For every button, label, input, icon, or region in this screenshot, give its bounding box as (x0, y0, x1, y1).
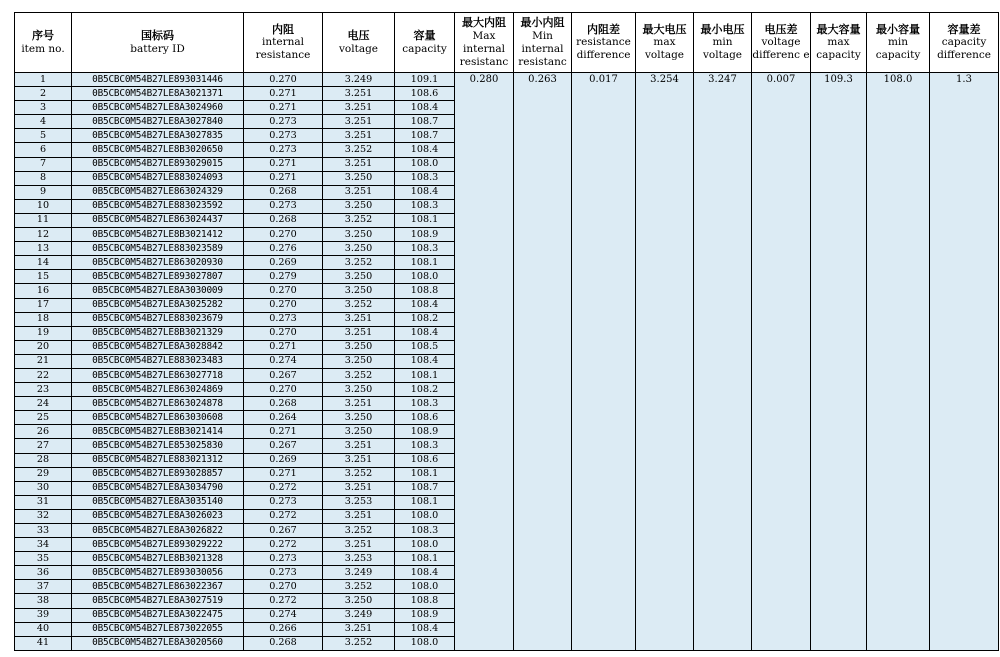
cell-capacity: 108.3 (395, 524, 455, 538)
cell-resistance: 0.271 (244, 157, 323, 171)
cell-voltage: 3.250 (323, 171, 395, 185)
cell-resistance: 0.271 (244, 340, 323, 354)
cell-resistance: 0.270 (244, 228, 323, 242)
cell-item-no: 30 (15, 481, 72, 495)
cell-resistance: 0.268 (244, 397, 323, 411)
cell-capacity: 108.5 (395, 340, 455, 354)
cell-item-no: 18 (15, 312, 72, 326)
cell-battery-id: 0B5CBC0M54B27LE8A3026023 (72, 509, 244, 523)
cell-item-no: 15 (15, 270, 72, 284)
cell-voltage: 3.250 (323, 270, 395, 284)
cell-item-no: 11 (15, 213, 72, 227)
cell-capacity: 108.0 (395, 509, 455, 523)
cell-battery-id: 0B5CBC0M54B27LE883024093 (72, 171, 244, 185)
cell-battery-id: 0B5CBC0M54B27LE873022055 (72, 622, 244, 636)
cell-voltage: 3.251 (323, 397, 395, 411)
cell-item-no: 13 (15, 242, 72, 256)
cell-resistance: 0.271 (244, 425, 323, 439)
cell-item-no: 34 (15, 538, 72, 552)
cell-battery-id: 0B5CBC0M54B27LE883023679 (72, 312, 244, 326)
cell-capacity: 108.9 (395, 228, 455, 242)
cell-battery-id: 0B5CBC0M54B27LE893029015 (72, 157, 244, 171)
cell-battery-id: 0B5CBC0M54B27LE8A3024960 (72, 101, 244, 115)
cell-capacity: 108.1 (395, 213, 455, 227)
cell-voltage: 3.250 (323, 284, 395, 298)
cell-battery-id: 0B5CBC0M54B27LE8A3034790 (72, 481, 244, 495)
cell-item-no: 14 (15, 256, 72, 270)
summary-max-resistance: 0.280 (455, 73, 514, 651)
cell-resistance: 0.270 (244, 383, 323, 397)
cell-resistance: 0.273 (244, 199, 323, 213)
cell-battery-id: 0B5CBC0M54B27LE863030608 (72, 411, 244, 425)
cell-battery-id: 0B5CBC0M54B27LE8A3026822 (72, 524, 244, 538)
table-body (15, 73, 999, 651)
cell-voltage: 3.251 (323, 439, 395, 453)
cell-resistance: 0.279 (244, 270, 323, 284)
header-battery-id: 国标码 battery ID (72, 13, 244, 73)
header-min-resistance: 最小内阻 Min internal resistanc (514, 13, 572, 73)
cell-voltage: 3.250 (323, 199, 395, 213)
cell-battery-id: 0B5CBC0M54B27LE863027718 (72, 368, 244, 382)
cell-battery-id: 0B5CBC0M54B27LE893027807 (72, 270, 244, 284)
cell-battery-id: 0B5CBC0M54B27LE893029222 (72, 538, 244, 552)
cell-capacity: 108.9 (395, 608, 455, 622)
cell-battery-id: 0B5CBC0M54B27LE8A3021371 (72, 87, 244, 101)
cell-voltage: 3.249 (323, 566, 395, 580)
cell-voltage: 3.252 (323, 256, 395, 270)
cell-voltage: 3.252 (323, 213, 395, 227)
cell-resistance: 0.276 (244, 242, 323, 256)
cell-voltage: 3.249 (323, 73, 395, 87)
cell-battery-id: 0B5CBC0M54B27LE8A3020560 (72, 636, 244, 650)
header-capacity: 容量 capacity (395, 13, 455, 73)
cell-capacity: 108.0 (395, 157, 455, 171)
cell-item-no: 28 (15, 453, 72, 467)
summary-min-resistance: 0.263 (514, 73, 572, 651)
header-min-voltage: 最小电压 min voltage (694, 13, 752, 73)
cell-voltage: 3.252 (323, 636, 395, 650)
cell-resistance: 0.273 (244, 566, 323, 580)
cell-voltage: 3.251 (323, 538, 395, 552)
cell-item-no: 17 (15, 298, 72, 312)
cell-item-no: 41 (15, 636, 72, 650)
cell-resistance: 0.273 (244, 495, 323, 509)
cell-capacity: 108.1 (395, 368, 455, 382)
cell-battery-id: 0B5CBC0M54B27LE893028857 (72, 467, 244, 481)
cell-battery-id: 0B5CBC0M54B27LE893031446 (72, 73, 244, 87)
cell-voltage: 3.251 (323, 481, 395, 495)
header-min-capacity: 最小容量 min capacity (867, 13, 930, 73)
cell-voltage: 3.250 (323, 383, 395, 397)
cell-item-no: 5 (15, 129, 72, 143)
header-max-voltage: 最大电压 max voltage (636, 13, 694, 73)
cell-voltage: 3.250 (323, 411, 395, 425)
cell-item-no: 31 (15, 495, 72, 509)
cell-capacity: 108.3 (395, 199, 455, 213)
cell-battery-id: 0B5CBC0M54B27LE863024437 (72, 213, 244, 227)
cell-item-no: 10 (15, 199, 72, 213)
cell-battery-id: 0B5CBC0M54B27LE863024869 (72, 383, 244, 397)
cell-capacity: 108.2 (395, 312, 455, 326)
cell-resistance: 0.273 (244, 115, 323, 129)
cell-capacity: 108.0 (395, 580, 455, 594)
cell-capacity: 108.1 (395, 495, 455, 509)
cell-item-no: 3 (15, 101, 72, 115)
summary-voltage-difference: 0.007 (752, 73, 811, 651)
cell-item-no: 29 (15, 467, 72, 481)
cell-capacity: 108.4 (395, 566, 455, 580)
cell-voltage: 3.253 (323, 552, 395, 566)
cell-voltage: 3.250 (323, 594, 395, 608)
cell-resistance: 0.273 (244, 129, 323, 143)
cell-capacity: 108.6 (395, 453, 455, 467)
cell-voltage: 3.252 (323, 368, 395, 382)
cell-item-no: 23 (15, 383, 72, 397)
cell-voltage: 3.250 (323, 340, 395, 354)
cell-item-no: 7 (15, 157, 72, 171)
cell-capacity: 108.1 (395, 256, 455, 270)
cell-resistance: 0.273 (244, 143, 323, 157)
cell-capacity: 108.2 (395, 383, 455, 397)
cell-voltage: 3.250 (323, 425, 395, 439)
cell-resistance: 0.266 (244, 622, 323, 636)
cell-voltage: 3.251 (323, 622, 395, 636)
cell-resistance: 0.273 (244, 312, 323, 326)
cell-capacity: 108.8 (395, 284, 455, 298)
header-max-resistance: 最大内阻 Max internal resistanc (455, 13, 514, 73)
cell-resistance: 0.264 (244, 411, 323, 425)
cell-resistance: 0.270 (244, 326, 323, 340)
cell-voltage: 3.250 (323, 354, 395, 368)
summary-min-capacity: 108.0 (867, 73, 930, 651)
cell-capacity: 108.0 (395, 270, 455, 284)
cell-voltage: 3.251 (323, 509, 395, 523)
cell-voltage: 3.251 (323, 453, 395, 467)
summary-resistance-difference: 0.017 (572, 73, 636, 651)
cell-voltage: 3.250 (323, 242, 395, 256)
cell-battery-id: 0B5CBC0M54B27LE863022367 (72, 580, 244, 594)
cell-resistance: 0.272 (244, 538, 323, 552)
cell-voltage: 3.251 (323, 312, 395, 326)
cell-voltage: 3.252 (323, 298, 395, 312)
cell-item-no: 1 (15, 73, 72, 87)
cell-item-no: 38 (15, 594, 72, 608)
cell-battery-id: 0B5CBC0M54B27LE8A3035140 (72, 495, 244, 509)
cell-battery-id: 0B5CBC0M54B27LE8A3022475 (72, 608, 244, 622)
cell-voltage: 3.252 (323, 467, 395, 481)
cell-battery-id: 0B5CBC0M54B27LE893030056 (72, 566, 244, 580)
cell-voltage: 3.250 (323, 228, 395, 242)
cell-battery-id: 0B5CBC0M54B27LE8B3021414 (72, 425, 244, 439)
cell-battery-id: 0B5CBC0M54B27LE883021312 (72, 453, 244, 467)
cell-resistance: 0.267 (244, 524, 323, 538)
cell-item-no: 12 (15, 228, 72, 242)
cell-resistance: 0.268 (244, 636, 323, 650)
table-row (15, 73, 999, 87)
cell-voltage: 3.251 (323, 129, 395, 143)
cell-resistance: 0.273 (244, 552, 323, 566)
cell-resistance: 0.270 (244, 284, 323, 298)
cell-voltage: 3.251 (323, 185, 395, 199)
cell-voltage: 3.251 (323, 326, 395, 340)
cell-item-no: 33 (15, 524, 72, 538)
cell-item-no: 6 (15, 143, 72, 157)
cell-item-no: 20 (15, 340, 72, 354)
cell-battery-id: 0B5CBC0M54B27LE883023483 (72, 354, 244, 368)
cell-voltage: 3.251 (323, 157, 395, 171)
cell-capacity: 108.7 (395, 115, 455, 129)
cell-battery-id: 0B5CBC0M54B27LE8A3030009 (72, 284, 244, 298)
cell-item-no: 21 (15, 354, 72, 368)
cell-battery-id: 0B5CBC0M54B27LE8B3021328 (72, 552, 244, 566)
cell-resistance: 0.268 (244, 185, 323, 199)
cell-battery-id: 0B5CBC0M54B27LE8A3027835 (72, 129, 244, 143)
cell-item-no: 24 (15, 397, 72, 411)
cell-battery-id: 0B5CBC0M54B27LE863024878 (72, 397, 244, 411)
cell-battery-id: 0B5CBC0M54B27LE863020930 (72, 256, 244, 270)
cell-item-no: 39 (15, 608, 72, 622)
cell-resistance: 0.271 (244, 171, 323, 185)
cell-resistance: 0.269 (244, 453, 323, 467)
cell-resistance: 0.274 (244, 608, 323, 622)
cell-item-no: 32 (15, 509, 72, 523)
cell-capacity: 108.4 (395, 354, 455, 368)
cell-battery-id: 0B5CBC0M54B27LE8B3021329 (72, 326, 244, 340)
cell-capacity: 108.3 (395, 242, 455, 256)
header-resistance-difference: 内阻差 resistance difference (572, 13, 636, 73)
cell-voltage: 3.253 (323, 495, 395, 509)
cell-battery-id: 0B5CBC0M54B27LE863024329 (72, 185, 244, 199)
cell-item-no: 2 (15, 87, 72, 101)
cell-item-no: 36 (15, 566, 72, 580)
cell-resistance: 0.272 (244, 594, 323, 608)
cell-voltage: 3.252 (323, 580, 395, 594)
cell-resistance: 0.271 (244, 467, 323, 481)
battery-data-table (14, 12, 999, 651)
cell-capacity: 109.1 (395, 73, 455, 87)
summary-max-voltage: 3.254 (636, 73, 694, 651)
cell-capacity: 108.0 (395, 636, 455, 650)
cell-resistance: 0.267 (244, 368, 323, 382)
cell-battery-id: 0B5CBC0M54B27LE883023592 (72, 199, 244, 213)
header-max-capacity: 最大容量 max capacity (811, 13, 867, 73)
cell-resistance: 0.271 (244, 87, 323, 101)
cell-voltage: 3.251 (323, 101, 395, 115)
header-row (15, 13, 999, 73)
header-voltage: 电压 voltage (323, 13, 395, 73)
cell-resistance: 0.270 (244, 73, 323, 87)
cell-item-no: 25 (15, 411, 72, 425)
cell-battery-id: 0B5CBC0M54B27LE8A3027840 (72, 115, 244, 129)
cell-capacity: 108.4 (395, 143, 455, 157)
cell-capacity: 108.7 (395, 481, 455, 495)
cell-voltage: 3.249 (323, 608, 395, 622)
cell-item-no: 22 (15, 368, 72, 382)
cell-battery-id: 0B5CBC0M54B27LE8A3027519 (72, 594, 244, 608)
cell-resistance: 0.272 (244, 509, 323, 523)
cell-capacity: 108.1 (395, 552, 455, 566)
cell-item-no: 16 (15, 284, 72, 298)
cell-item-no: 9 (15, 185, 72, 199)
cell-resistance: 0.270 (244, 298, 323, 312)
header-item-no: 序号 item no. (15, 13, 72, 73)
cell-battery-id: 0B5CBC0M54B27LE853025830 (72, 439, 244, 453)
cell-capacity: 108.0 (395, 538, 455, 552)
cell-capacity: 108.4 (395, 622, 455, 636)
cell-item-no: 37 (15, 580, 72, 594)
cell-battery-id: 0B5CBC0M54B27LE8B3020650 (72, 143, 244, 157)
cell-resistance: 0.272 (244, 481, 323, 495)
cell-capacity: 108.4 (395, 326, 455, 340)
header-internal-resistance: 内阻 internal resistance (244, 13, 323, 73)
cell-voltage: 3.252 (323, 524, 395, 538)
cell-item-no: 4 (15, 115, 72, 129)
cell-capacity: 108.3 (395, 397, 455, 411)
cell-item-no: 40 (15, 622, 72, 636)
cell-resistance: 0.267 (244, 439, 323, 453)
cell-capacity: 108.4 (395, 298, 455, 312)
cell-capacity: 108.3 (395, 439, 455, 453)
cell-item-no: 19 (15, 326, 72, 340)
cell-resistance: 0.268 (244, 213, 323, 227)
cell-resistance: 0.271 (244, 101, 323, 115)
cell-item-no: 27 (15, 439, 72, 453)
cell-capacity: 108.7 (395, 129, 455, 143)
cell-capacity: 108.8 (395, 594, 455, 608)
cell-capacity: 108.9 (395, 425, 455, 439)
header-capacity-difference: 容量差 capacity difference (930, 13, 999, 73)
cell-voltage: 3.251 (323, 87, 395, 101)
cell-capacity: 108.4 (395, 101, 455, 115)
cell-capacity: 108.4 (395, 185, 455, 199)
cell-resistance: 0.274 (244, 354, 323, 368)
cell-capacity: 108.6 (395, 87, 455, 101)
cell-item-no: 35 (15, 552, 72, 566)
summary-min-voltage: 3.247 (694, 73, 752, 651)
cell-capacity: 108.1 (395, 467, 455, 481)
cell-battery-id: 0B5CBC0M54B27LE8B3021412 (72, 228, 244, 242)
cell-item-no: 26 (15, 425, 72, 439)
cell-battery-id: 0B5CBC0M54B27LE883023589 (72, 242, 244, 256)
header-voltage-difference: 电压差 voltage differenc e (752, 13, 811, 73)
summary-max-capacity: 109.3 (811, 73, 867, 651)
summary-capacity-difference: 1.3 (930, 73, 999, 651)
cell-battery-id: 0B5CBC0M54B27LE8A3028842 (72, 340, 244, 354)
cell-resistance: 0.269 (244, 256, 323, 270)
cell-item-no: 8 (15, 171, 72, 185)
cell-battery-id: 0B5CBC0M54B27LE8A3025282 (72, 298, 244, 312)
cell-capacity: 108.3 (395, 171, 455, 185)
cell-voltage: 3.252 (323, 143, 395, 157)
cell-voltage: 3.251 (323, 115, 395, 129)
cell-capacity: 108.6 (395, 411, 455, 425)
cell-resistance: 0.270 (244, 580, 323, 594)
